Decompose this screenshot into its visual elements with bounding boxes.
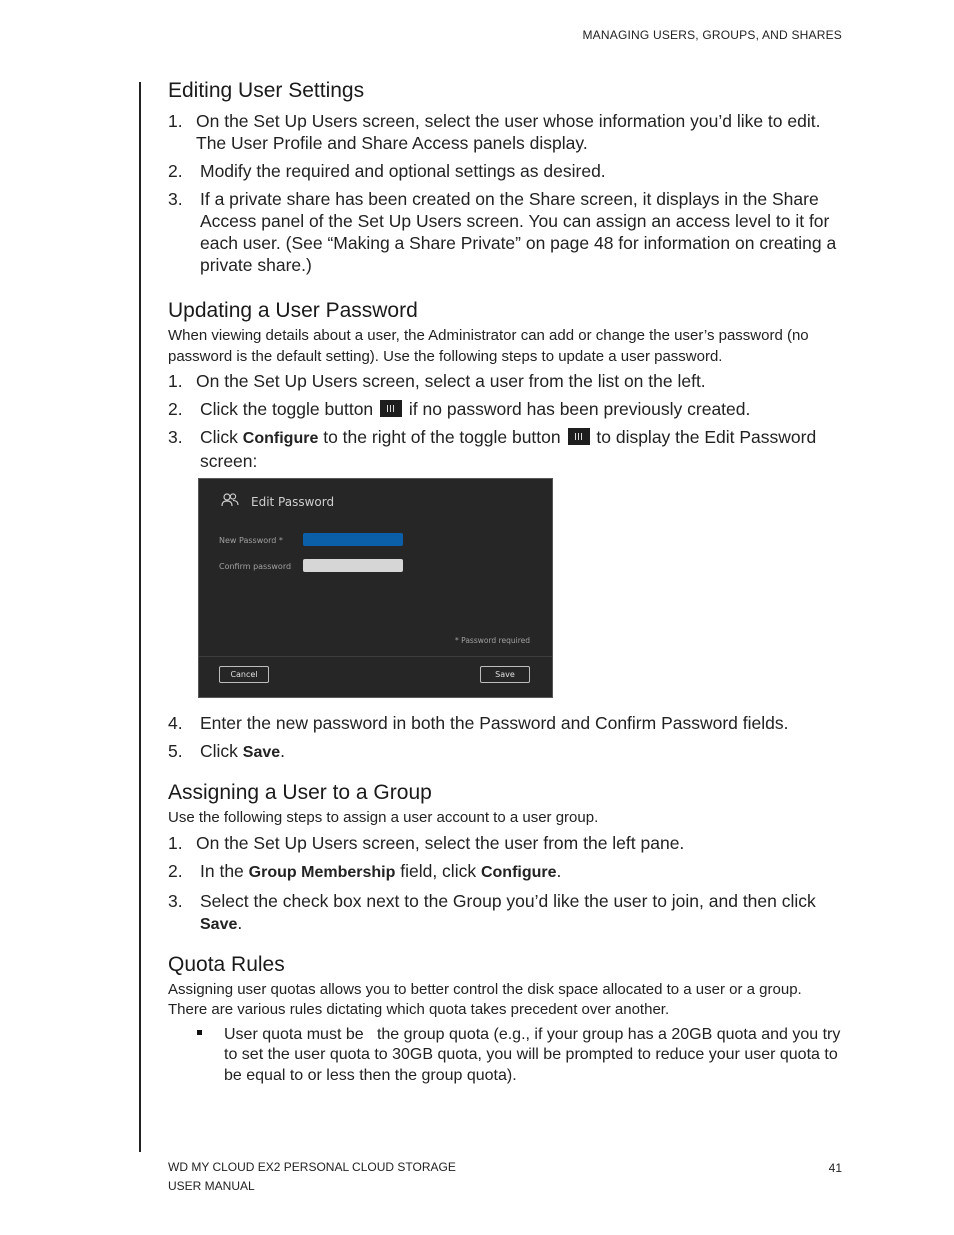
footer-line: WD MY CLOUD EX2 PERSONAL CLOUD STORAGE <box>168 1160 456 1174</box>
step-text: . <box>280 741 286 761</box>
footer-title <box>168 1158 456 1196</box>
group-steps <box>168 832 844 936</box>
step-text: Click <box>200 427 238 447</box>
ui-term-save: Save <box>200 915 238 933</box>
step-text: . <box>556 860 562 881</box>
running-header: MANAGING USERS, GROUPS, AND SHARES <box>582 28 842 42</box>
step-text: If a private share has been created on the Share screen, it displays in the Share Access panel of the Set Up Users screen. You can assign an access level to it for each user. (See “Making a Share Private” on page 48 for information on creating a private share.) <box>200 189 837 275</box>
section-title: Editing User Settings <box>168 79 365 102</box>
page-content <box>168 76 844 1086</box>
confirm-password-label: Confirm password <box>219 562 292 571</box>
new-password-field <box>303 533 403 546</box>
section-title: Quota Rules <box>168 952 285 976</box>
step-number: 1. <box>168 371 183 391</box>
confirm-password-field <box>303 559 403 572</box>
step-number: 2. <box>168 860 183 881</box>
section-intro: Use the following steps to assign a user account to a user group. <box>168 809 599 826</box>
page-number: 41 <box>828 1161 842 1175</box>
toggle-button-icon <box>568 428 590 445</box>
ui-term-configure: Configure <box>480 863 557 881</box>
list-item <box>168 188 844 276</box>
section-intro: When viewing details about a user, the Administrator can add or change the user’s password (no password is the default setting). Use the following steps to update a user password. <box>168 327 809 365</box>
list-item <box>168 832 844 854</box>
list-item <box>168 398 844 420</box>
step-number: 1. <box>168 832 183 853</box>
step-text: Click <box>200 741 238 761</box>
list-item <box>168 110 844 154</box>
step-text: Enter the new password in both the Password and Confirm Password fields. <box>200 713 789 733</box>
section-editing-user-settings <box>168 76 844 276</box>
list-item <box>168 860 844 884</box>
list-item <box>168 740 844 764</box>
section-title: Assigning a User to a Group <box>168 781 432 804</box>
quota-bullets <box>168 1025 844 1087</box>
step-text: . <box>237 912 243 933</box>
editing-steps <box>168 110 844 276</box>
password-steps-continued <box>168 712 844 764</box>
step-text: In the <box>200 860 244 881</box>
list-item <box>168 890 844 936</box>
toggle-button-icon <box>380 400 402 417</box>
users-icon <box>221 493 239 507</box>
step-text: to display the Edit Password screen: <box>200 427 817 471</box>
step-number: 3. <box>168 890 183 911</box>
step-text: Modify the required and optional settings as desired. <box>200 161 606 181</box>
step-text: if no password has been previously created. <box>408 399 751 419</box>
step-number: 5. <box>168 741 183 761</box>
section-assigning-group <box>168 778 844 936</box>
step-number: 3. <box>168 189 183 209</box>
bullet-square-icon <box>197 1030 202 1035</box>
section-intro: Assigning user quotas allows you to better control the disk space allocated to a user or a group. There are various rules dictating which quota takes precedent over another. <box>168 980 802 1018</box>
step-text: On the Set Up Users screen, select the user whose information you’d like to edit. The User Profile and Share Access panels display. <box>196 111 821 153</box>
step-number: 1. <box>168 111 183 131</box>
list-item <box>168 712 844 734</box>
new-password-label: New Password * <box>219 536 283 545</box>
step-text: On the Set Up Users screen, select the user from the left pane. <box>196 832 685 853</box>
password-steps <box>168 370 844 472</box>
cancel-button: Cancel <box>219 666 269 683</box>
ui-term-save: Save <box>242 744 281 761</box>
dialog-title: Edit Password <box>251 495 335 509</box>
step-text: Select the check box next to the Group you’d like the user to join, and then click <box>200 890 816 911</box>
list-item <box>168 426 844 472</box>
list-item <box>168 160 844 182</box>
margin-rule <box>139 82 141 1152</box>
edit-password-screenshot <box>198 478 553 698</box>
step-text: field, click <box>400 860 477 881</box>
step-number: 3. <box>168 427 183 447</box>
bullet-text: User quota must be the group quota (e.g., if your group has a 20GB quota and you try to set the user quota to 30GB quota, you will be prompted to reduce your user quota to be equal to or less then the group quota). <box>224 1025 845 1084</box>
dialog-divider <box>199 656 552 657</box>
step-text: to the right of the toggle button <box>323 427 561 447</box>
step-number: 4. <box>168 713 183 733</box>
step-number: 2. <box>168 399 183 419</box>
step-text: Click the toggle button <box>200 399 374 419</box>
step-number: 2. <box>168 161 183 181</box>
list-item <box>168 1025 844 1087</box>
required-note: * Password required <box>455 636 530 645</box>
list-item <box>168 370 844 392</box>
section-quota-rules <box>168 950 844 1087</box>
section-updating-password <box>168 296 844 764</box>
save-button: Save <box>480 666 530 683</box>
ui-term-configure: Configure <box>242 430 319 447</box>
section-title: Updating a User Password <box>168 299 418 322</box>
footer-line: USER MANUAL <box>168 1179 255 1193</box>
step-text: On the Set Up Users screen, select a user from the list on the left. <box>196 371 706 391</box>
ui-term-group-membership: Group Membership <box>248 863 396 881</box>
